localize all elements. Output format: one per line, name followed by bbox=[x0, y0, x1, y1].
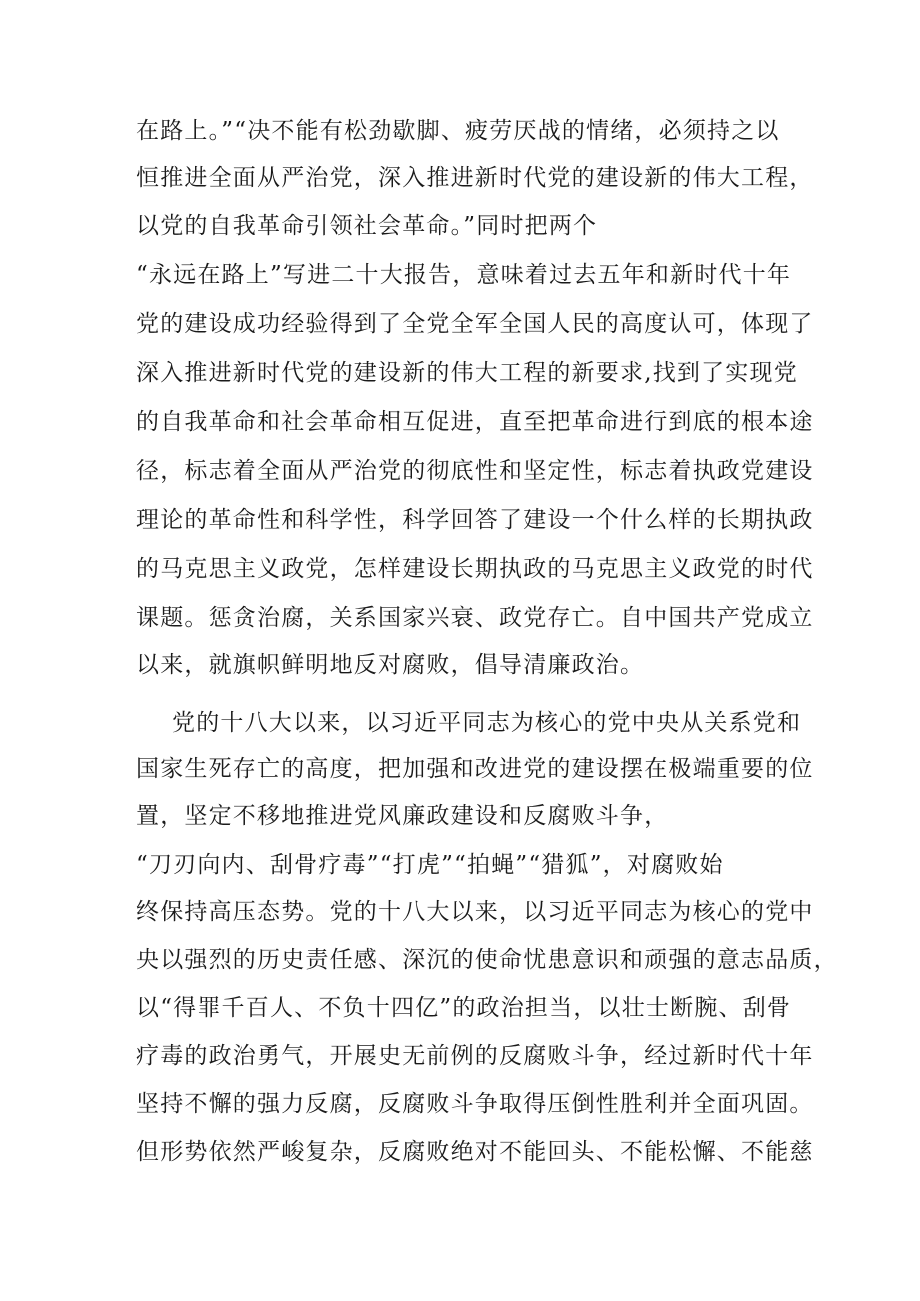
text-line: 终保持高压态势。党的十八大以来，以习近平同志为核心的党中 bbox=[136, 899, 814, 925]
text-line: 置，坚定不移地推进党风廉政建设和反腐败斗争， bbox=[136, 803, 669, 829]
text-line: 在路上。”“决不能有松劲歇脚、疲劳厌战的情绪，必须持之以 bbox=[136, 118, 780, 144]
text-line: 课题。惩贪治腐，关系国家兴衰、政党存亡。自中国共产党成立 bbox=[136, 605, 814, 631]
text-line: “刀刃向内、刮骨疗毒”“打虎”“拍蝇”“猎狐”，对腐败始 bbox=[136, 852, 724, 878]
text-line: 的自我革命和社会革命相互促进，直至把革命进行到底的根本途 bbox=[136, 409, 814, 435]
text-line: 疗毒的政治勇气，开展史无前例的反腐败斗争，经过新时代十年 bbox=[136, 1043, 814, 1069]
text-line: 坚持不懈的强力反腐，反腐败斗争取得压倒性胜利并全面巩固。 bbox=[136, 1091, 814, 1117]
text-line: 以来，就旗帜鲜明地反对腐败，倡导清廉政治。 bbox=[136, 652, 645, 678]
text-line: 的马克思主义政党，怎样建设长期执政的马克思主义政党的时代 bbox=[136, 556, 814, 582]
text-line: 以“得罪千百人、不负十四亿”的政治担当，以壮士断腕、刮骨 bbox=[136, 995, 792, 1021]
text-line: 径，标志着全面从严治党的彻底性和坚定性，标志着执政党建设 bbox=[136, 458, 814, 484]
text-line: 恒推进全面从严治党，深入推进新时代党的建设新的伟大工程， bbox=[136, 165, 814, 191]
text-line: 国家生死存亡的高度，把加强和改进党的建设摆在极端重要的位 bbox=[136, 756, 814, 782]
text-line: 党的建设成功经验得到了全党全军全国人民的高度认可，体现了 bbox=[136, 311, 814, 337]
text-line: 理论的革命性和科学性，科学回答了建设一个什么样的长期执政 bbox=[136, 507, 814, 533]
text-line: 深入推进新时代党的建设新的伟大工程的新要求,找到了实现党 bbox=[136, 360, 798, 386]
text-line: 但形势依然严峻复杂，反腐败绝对不能回头、不能松懈、不能慈 bbox=[136, 1139, 814, 1165]
text-line: “永远在路上”写进二十大报告，意味着过去五年和新时代十年 bbox=[136, 262, 792, 288]
text-line: 以党的自我革命引领社会革命。”同时把两个 bbox=[136, 213, 598, 239]
text-line: 央以强烈的历史责任感、深沉的使命忧患意识和顽强的意志品质， bbox=[136, 947, 838, 973]
text-line: 党的十八大以来，以习近平同志为核心的党中央从关系党和 bbox=[172, 710, 802, 736]
